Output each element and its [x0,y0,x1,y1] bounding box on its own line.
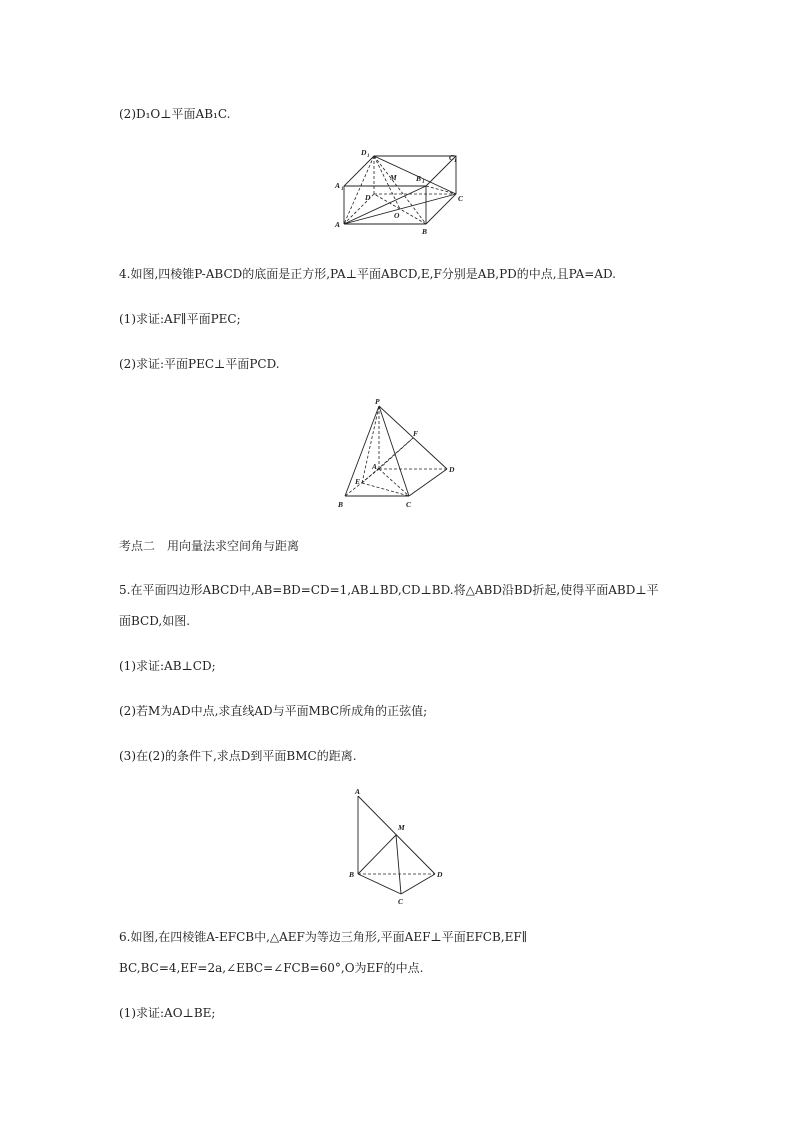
q3-part2: (2)D₁O⊥平面AB₁C. [119,107,231,121]
label-sub: 1 [341,187,344,192]
label-sub: 1 [367,154,370,159]
label: A [372,462,378,471]
label: D [361,148,367,157]
q6-stem-line1: 6.如图,在四棱锥A-EFCB中,△AEF为等边三角形,平面AEF⊥平面EFCB,EF∥ [119,930,528,944]
label: D [449,465,455,474]
label: D [437,870,443,879]
q4-part2: (2)求证:平面PEC⊥平面PCD. [119,357,280,371]
label: C [458,194,464,203]
figure-pyramid [335,396,465,514]
section-heading: 考点二 用向量法求空间角与距离 [119,539,300,553]
label: O [394,211,400,220]
label: M [398,823,405,832]
label: B [416,174,422,183]
q5-part1: (1)求证:AB⊥CD; [119,659,216,673]
q4-stem: 4.如图,四棱锥P-ABCD的底面是正方形,PA⊥平面ABCD,E,F分别是AB,PD的中点,且PA=AD. [119,267,616,281]
label: D [365,193,371,202]
label: M [390,173,397,182]
label-sub: 1 [422,180,425,185]
q6-stem-line2: BC,BC=4,EF=2a,∠EBC=∠FCB=60°,O为EF的中点. [119,961,424,975]
label: B [349,870,355,879]
label: C [398,897,404,906]
figure-cuboid [332,146,472,238]
label: B [338,500,344,509]
q5-stem-line1: 5.在平面四边形ABCD中,AB=BD=CD=1,AB⊥BD,CD⊥BD.将△ABD沿BD折起,使得平面ABD⊥平 [119,583,659,597]
q5-part3: (3)在(2)的条件下,求点D到平面BMC的距离. [119,749,357,763]
label: E [355,477,361,486]
label: A [335,181,341,190]
figure-tetrahedron [345,786,455,904]
label: A [335,220,341,229]
q5-stem-line2: 面BCD,如图. [119,614,191,628]
q4-part1: (1)求证:AF∥平面PEC; [119,312,241,326]
label: A [355,787,361,796]
q6-part1: (1)求证:AO⊥BE; [119,1006,216,1020]
label: B [422,227,428,236]
label: C [406,500,412,509]
label: P [375,397,380,406]
label: F [413,429,419,438]
label-sub: 1 [454,159,457,164]
q5-part2: (2)若M为AD中点,求直线AD与平面MBC所成角的正弦值; [119,704,428,718]
label: C [449,153,455,162]
